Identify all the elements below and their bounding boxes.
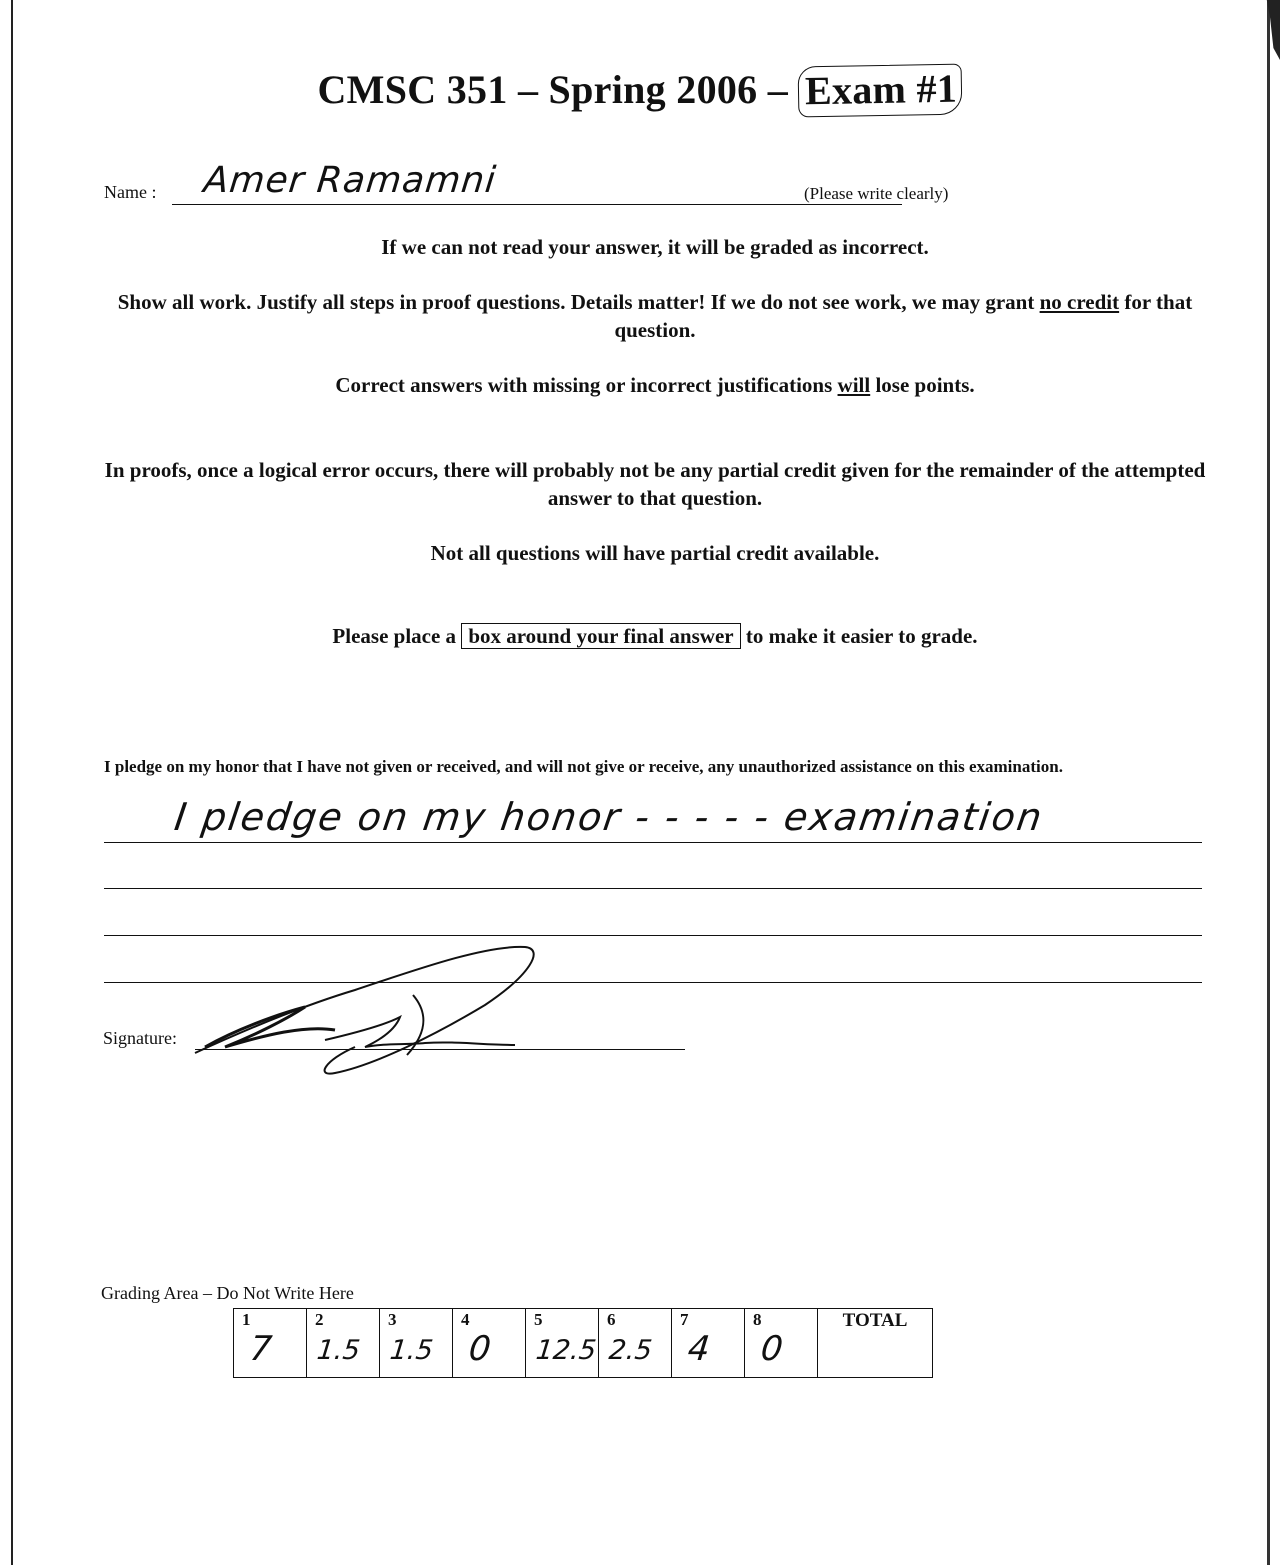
instruction-justifications: Correct answers with missing or incorrect justifications will lose points. <box>335 373 975 397</box>
grading-table <box>233 1308 933 1378</box>
name-note: (Please write clearly) <box>804 184 949 203</box>
pledge-line-2 <box>104 888 1202 889</box>
grade-cell-q7: 7 4 <box>672 1309 745 1378</box>
will-underlined: will <box>837 373 871 397</box>
instruction-readability: If we can not read your answer, it will be graded as incorrect. <box>381 235 929 259</box>
score-q5: 12.5 <box>534 1335 598 1366</box>
name-label: Name : <box>104 182 157 202</box>
grade-cell-q6: 6 2.5 <box>599 1309 672 1378</box>
exam-number-circled: Exam #1 <box>798 64 963 118</box>
grading-area-label: Grading Area – Do Not Write Here <box>101 1283 354 1303</box>
score-q7: 4 <box>685 1329 712 1369</box>
page-edge-left <box>11 0 13 1565</box>
title-main: CMSC 351 – Spring 2006 – <box>317 67 789 112</box>
score-q3: 1.5 <box>388 1335 435 1366</box>
grade-cell-q4: 4 0 <box>453 1309 526 1378</box>
grade-cell-q5: 5 12.5 <box>526 1309 599 1378</box>
instruction-partial-credit: Not all questions will have partial credit available. <box>430 541 880 565</box>
score-q6: 2.5 <box>607 1335 654 1366</box>
page-title <box>0 65 1280 116</box>
no-credit-underlined: no credit <box>1039 290 1120 314</box>
total-label: TOTAL <box>842 1310 908 1331</box>
score-q1: 7 <box>247 1329 274 1369</box>
grade-cell-q1: 1 7 <box>234 1309 307 1378</box>
name-underline <box>172 204 902 205</box>
boxed-phrase: box around your final answer <box>461 623 740 649</box>
score-q2: 1.5 <box>315 1335 362 1366</box>
grade-cell-q2: 2 1.5 <box>307 1309 380 1378</box>
pledge-line-1 <box>104 842 1202 843</box>
name-field <box>104 160 984 210</box>
signature-label: Signature: <box>103 1028 177 1048</box>
page-edge-right <box>1267 0 1270 1565</box>
signature-scribble <box>185 935 605 1085</box>
name-handwritten: Amer Ramamni <box>201 160 499 201</box>
pledge-handwritten: I pledge on my honor - - - - - examination <box>171 795 1047 839</box>
grade-cell-q3: 3 1.5 <box>380 1309 453 1378</box>
grade-cell-q8: 8 0 <box>745 1309 818 1378</box>
honor-pledge-text: I pledge on my honor that I have not given or received, and will not give or receive, any unauthorized assistance on this examination. <box>104 757 1063 776</box>
instruction-show-work: Show all work. Justify all steps in proof questions. Details matter! If we do not see work, we may grant no credit for that question. <box>117 290 1193 342</box>
score-q8: 0 <box>758 1329 785 1369</box>
instruction-box-answer: Please place a box around your final answer to make it easier to grade. <box>332 624 978 648</box>
instruction-logical-error: In proofs, once a logical error occurs, there will probably not be any partial credit given for the remainder of the attempted answer to that question. <box>104 458 1206 510</box>
grade-cell-total <box>818 1309 933 1378</box>
score-q4: 0 <box>466 1329 493 1369</box>
